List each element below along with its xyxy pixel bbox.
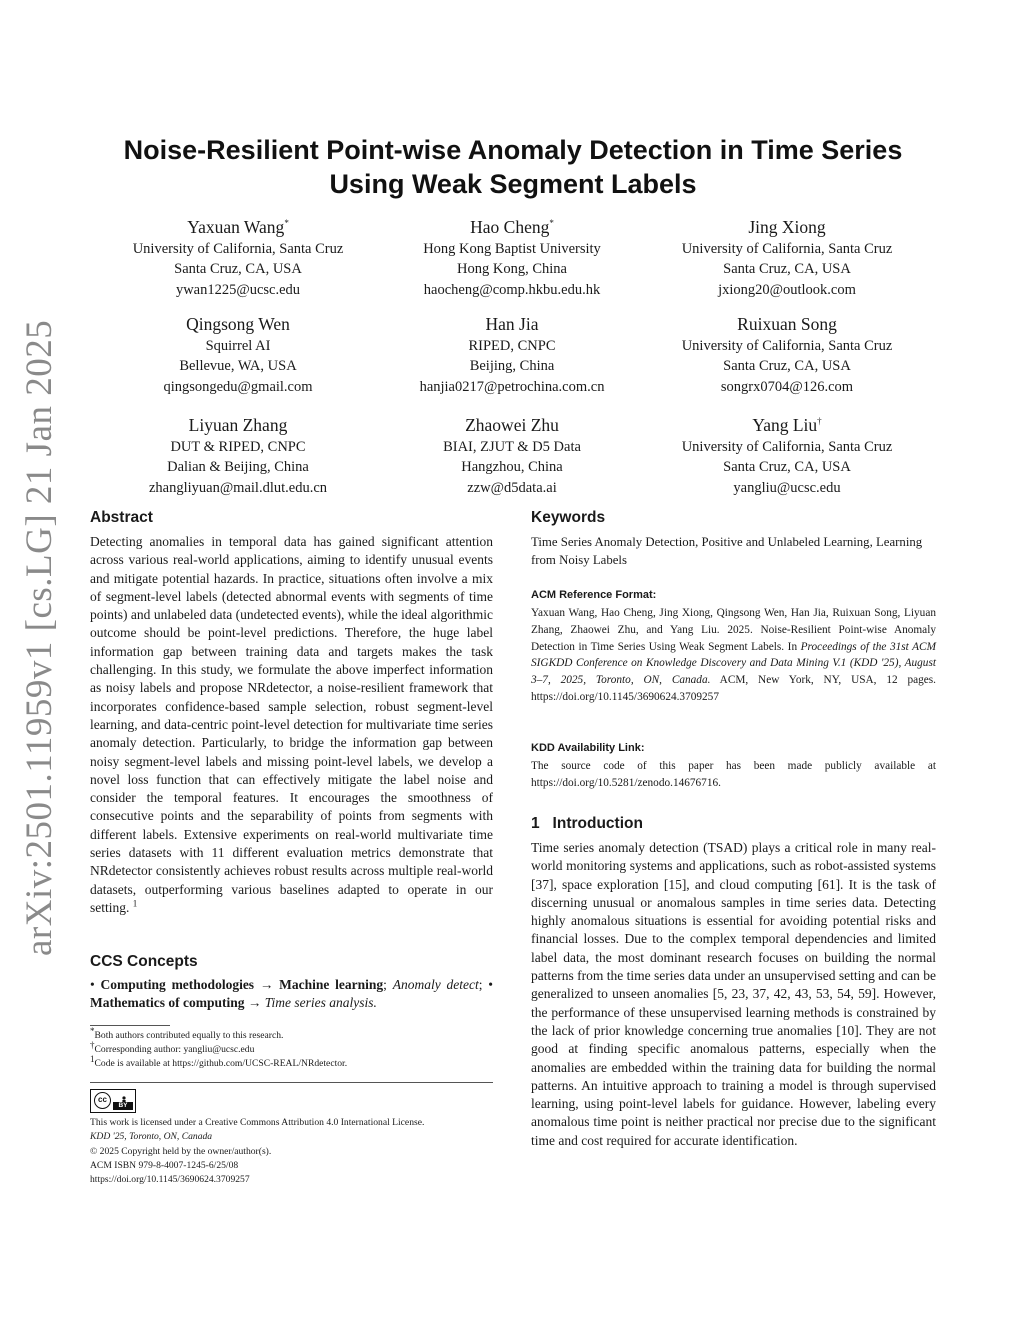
author-location: Santa Cruz, CA, USA (723, 261, 851, 278)
author-location: Hangzhou, China (461, 459, 563, 476)
author-name: Ruixuan Song (737, 314, 837, 334)
author-name: Zhaowei Zhu (465, 415, 559, 435)
introduction-heading: 1 Introduction (531, 815, 643, 832)
author-affiliation: BIAI, ZJUT & D5 Data (443, 439, 581, 455)
author-affiliation: University of California, Santa Cruz (681, 439, 893, 455)
license-divider (90, 1082, 493, 1083)
introduction-body: Time series anomaly detection (TSAD) plays a critical role in many real-world monitoring systems and applications, such as robot-assisted systems [37], space exploration [15], and cloud computing [61]. It is the task of discerning unusual or anomalous samples in time series data. Detecting highly anomalous situations is essential for avoiding potential risks and financial losses. Due to the complex temporal dependencies and limited label data, the most dominant research focuses on building the normal patterns from the time series data under an unsupervised setting and can be generalized to unseen anomalies [5, 23, 37, 42, 43, 53, 54, 59]. However, the performance of these unsupervised learning methods is constrained by the lack of prior knowledge concerning true anomalies [10]. They are not good at finding specific anomalous patterns, especially when the anomalies are embedded within the training data for building the normal patterns. An intuitive approach to training a model is through supervised learning, using point-level labels for guidance. However, labeling every anomalous time point is neither practical nor precise due to the significant time and cost required for accurate identification. (531, 840, 936, 1148)
acm-reference-heading: ACM Reference Format: (531, 589, 657, 601)
author-affiliation: Hong Kong Baptist University (423, 241, 601, 257)
acm-reference-body: Yaxuan Wang, Hao Cheng, Jing Xiong, Qingsong Wen, Han Jia, Ruixuan Song, Liyuan Zhang, Zhaowei Zhu, and Yang Liu. 2025. Noise-Resilient Point-wise Anomaly Detection in Time Series Using Weak Segment Labels. In Proceedings of the 31st ACM SIGKDD Conference on Knowledge Discovery and Data Mining V.1 (KDD '25), August 3–7, 2025, Toronto, ON, Canada. ACM, New York, NY, USA, 12 pages. https://doi.org/10.1145/3690624.3709257 (531, 607, 937, 703)
acm-reference-section (531, 587, 936, 706)
author-affiliation: Squirrel AI (205, 338, 271, 354)
ccs-heading: CCS Concepts (90, 953, 198, 970)
kdd-link-heading: KDD Availability Link: (531, 742, 645, 754)
license-block (90, 1116, 493, 1187)
author-block (88, 414, 388, 498)
author-name: Liyuan Zhang (188, 415, 288, 435)
author-email[interactable]: haocheng@comp.hkbu.edu.hk (423, 281, 601, 298)
author-location: Bellevue, WA, USA (179, 358, 297, 375)
by-label: BY (113, 1102, 133, 1110)
author-location: Hong Kong, China (457, 261, 567, 278)
keywords-body: Time Series Anomaly Detection, Positive and Unlabeled Learning, Learning from Noisy Labels (531, 535, 923, 567)
author-block (637, 414, 937, 498)
author-affiliation: DUT & RIPED, CNPC (170, 439, 306, 455)
author-name: Qingsong Wen (186, 314, 290, 334)
keywords-section (531, 509, 936, 569)
author-name: Hao Cheng* (470, 217, 554, 237)
author-email[interactable]: qingsongedu@gmail.com (163, 378, 313, 395)
person-icon (115, 1092, 132, 1101)
author-block (362, 216, 662, 300)
license-doi[interactable]: https://doi.org/10.1145/3690624.3709257 (90, 1174, 250, 1186)
cc-icon: cc (94, 1092, 111, 1109)
author-name: Han Jia (485, 314, 539, 334)
license-isbn: ACM ISBN 979-8-4007-1245-6/25/08 (90, 1159, 239, 1171)
author-affiliation: University of California, Santa Cruz (132, 241, 344, 257)
author-location: Dalian & Beijing, China (167, 459, 309, 476)
license-line: This work is licensed under a Creative Commons Attribution 4.0 International License. (90, 1117, 425, 1128)
author-name: Yaxuan Wang* (187, 217, 289, 237)
ccs-section (90, 953, 493, 1012)
ccs-body: • Computing methodologies → Machine learning; Anomaly detect; • Mathematics of computing → Time series analysis. (90, 977, 493, 1010)
abstract-body: Detecting anomalies in temporal data has gained significant attention across various real-world applications, aiming to identify unusual events and mitigate potential hazards. In practice, situations often involve a mix of segment-level labels (detected abnormal events with segments of time points) and unlabeled data (undetected events), while the ideal algorithmic outcome should be point-level predictions. Therefore, the huge label information gap between training data and targets makes the task challenging. In this study, we formulate the above imperfect information as noisy labels and propose NRdetector, a noise-resilient framework that incorporates confidence-based sample selection, robust segment-level learning, and data-centric point-level detection for multivariate time series anomaly detection. Particularly, to bridge the information gap between noisy segment-level labels and missing point-level labels, we develop a novel loss function that can effectively mitigate the label noise and consider the temporal features. It encourages the smoothness of consecutive points and the separability of points from segments with different labels. Extensive experiments on real-world multivariate time series datasets with 11 different evaluation metrics demonstrate that NRdetector consistently achieves robust results across multiple real-world datasets, outperforming various baselines adapted to operate in our setting. $^1$ (90, 534, 493, 915)
author-email[interactable]: songrx0704@126.com (720, 378, 854, 395)
author-block (362, 313, 662, 397)
author-location: Santa Cruz, CA, USA (174, 261, 302, 278)
keywords-heading: Keywords (531, 509, 606, 526)
introduction-section (531, 815, 936, 1150)
kdd-link-section (531, 740, 936, 792)
author-name: Yang Liu† (752, 415, 822, 435)
author-block (362, 414, 662, 498)
author-email[interactable]: zhangliyuan@mail.dlut.edu.cn (148, 479, 328, 496)
footnote-equal: *Both authors contributed equally to this research. (90, 1025, 284, 1041)
license-copyright: © 2025 Copyright held by the owner/author(s). (90, 1145, 272, 1157)
abstract-footnote-mark: 1 (132, 898, 138, 909)
author-block (637, 313, 937, 397)
author-block (637, 216, 937, 300)
author-location: Santa Cruz, CA, USA (723, 459, 851, 476)
footnote-corresponding: †Corresponding author: yangliu@ucsc.edu (90, 1040, 255, 1056)
author-block (88, 313, 388, 397)
footnotes (90, 1025, 493, 1072)
author-affiliation: University of California, Santa Cruz (681, 241, 893, 257)
author-email[interactable]: ywan1225@ucsc.edu (175, 281, 301, 298)
title-line-1: Noise-Resilient Point-wise Anomaly Detection in Time Series (123, 135, 903, 165)
title-line-2: Using Weak Segment Labels (329, 169, 697, 199)
kdd-link-body[interactable]: The source code of this paper has been made publicly available at https://doi.org/10.5281/zenodo.14676716. (531, 760, 936, 789)
abstract-heading: Abstract (90, 509, 153, 526)
license-venue: KDD '25, Toronto, ON, Canada (90, 1131, 213, 1143)
arxiv-stamp: arXiv:2501.11959v1 [cs.LG] 21 Jan 2025 (19, 319, 60, 956)
author-block (88, 216, 388, 300)
paper-title (90, 133, 936, 201)
author-location: Santa Cruz, CA, USA (723, 358, 851, 375)
author-email[interactable]: jxiong20@outlook.com (718, 281, 856, 298)
author-email[interactable]: zzw@d5data.ai (467, 479, 557, 496)
author-email[interactable]: yangliu@ucsc.edu (733, 479, 841, 496)
author-affiliation: University of California, Santa Cruz (681, 338, 893, 354)
author-location: Beijing, China (469, 358, 555, 375)
author-email[interactable]: hanjia0217@petrochina.com.cn (419, 378, 605, 395)
author-name: Jing Xiong (748, 217, 826, 237)
author-affiliation: RIPED, CNPC (468, 338, 556, 354)
abstract-section (90, 509, 493, 917)
footnote-code: $^1$Code is available at https://github.com/UCSC-REAL/NRdetector. (90, 1054, 348, 1070)
cc-by-badge-icon[interactable] (90, 1089, 136, 1113)
footnote-divider (90, 1025, 170, 1026)
